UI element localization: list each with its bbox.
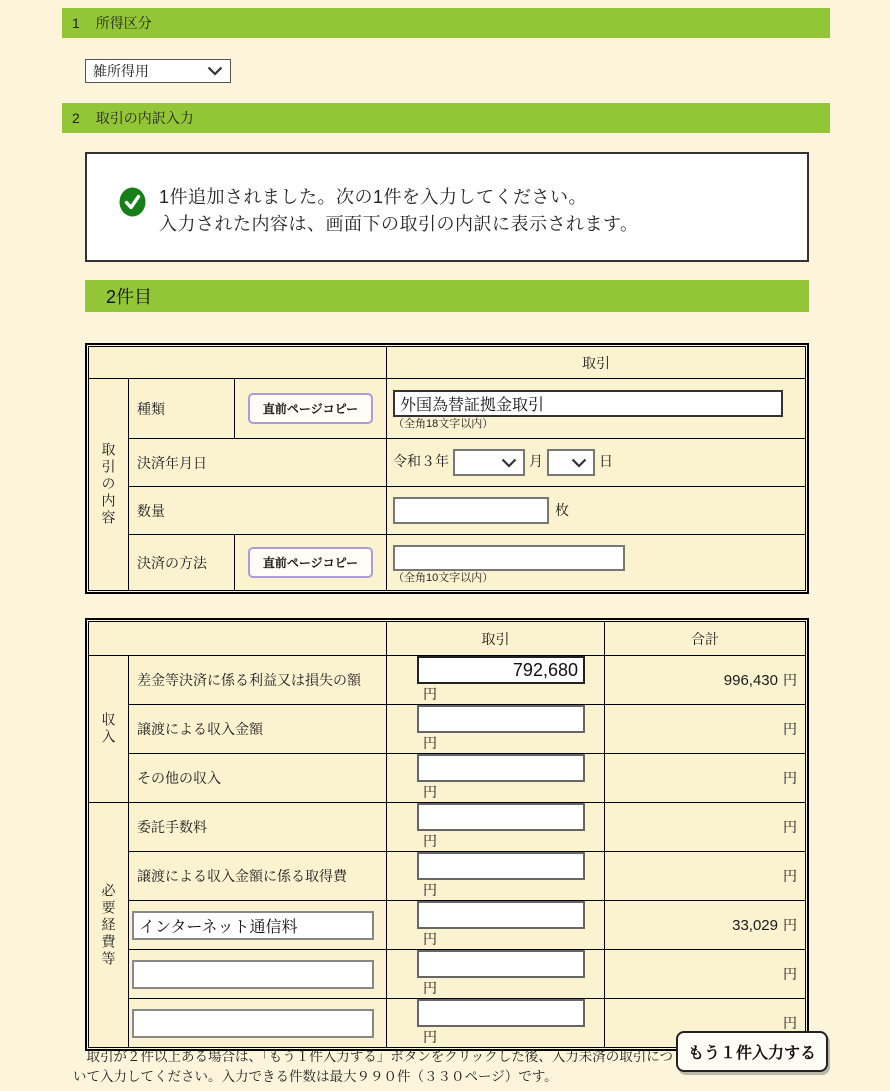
acquisition-cost-amount-input[interactable] [417,852,585,880]
amounts-table [85,618,809,1051]
section-bar-income-class [62,8,830,38]
row-label-type: 種類 [129,379,235,439]
yen-unit-label: 円 [423,882,437,898]
yen-unit-label: 円 [783,1015,797,1031]
row-label-quantity: 数量 [129,487,387,535]
success-message-box [85,152,809,262]
yen-unit-label: 円 [783,770,797,786]
expense-amount-input-2[interactable] [417,950,585,978]
row-label-acquisition-cost: 譲渡による収入金額に係る取得費 [129,852,387,901]
transaction-content-table [85,343,809,594]
group-label-income: 収入 [89,656,129,803]
success-message-text [159,184,639,238]
section-bar-detail-input [62,103,830,133]
yen-unit-label: 円 [423,931,437,947]
group-label-expenses: 必要経費等 [89,803,129,1048]
copy-previous-page-button[interactable]: 直前ページコピー [248,547,373,578]
type-input[interactable] [393,390,783,417]
yen-unit-label: 円 [783,868,797,884]
yen-unit-label: 円 [783,917,797,933]
quantity-input[interactable] [393,497,549,524]
group-label-transaction-content: 取引の内容 [89,379,129,591]
other-income-amount-input[interactable] [417,754,585,782]
era-year-label: 令和３年 [393,453,450,470]
section-number: 2 [72,110,80,126]
success-message-line2: 入力された内容は、画面下の取引の内訳に表示されます。 [159,214,639,234]
row-label-settlement-date: 決済年月日 [129,439,387,487]
month-select[interactable] [453,449,525,476]
commission-amount-input[interactable] [417,803,585,831]
chevron-down-icon [501,455,517,471]
column-header-transaction: 取引 [387,347,806,379]
type-input-note: （全角18文字以内） [393,418,494,430]
total-value: 996,430 [723,672,778,689]
expense-name-input-1[interactable] [132,911,374,940]
section-title: 取引の内訳入力 [95,110,194,126]
copy-previous-page-button[interactable]: 直前ページコピー [248,393,373,424]
yen-unit-label: 円 [783,966,797,982]
yen-unit-label: 円 [423,735,437,751]
expense-amount-input-3[interactable] [417,999,585,1027]
empty-header-cell [89,622,387,656]
chevron-down-icon [571,455,587,471]
row-label-commission: 委託手数料 [129,803,387,852]
settlement-method-input[interactable] [393,545,625,571]
footer-note: 取引が２件以上ある場合は、「もう１件入力する」ボタンをクリックした後、入力未済の取引について入力してください。入力できる件数は最大９９０件（３３０ページ）です。 [73,1048,673,1084]
row-label-profit-loss: 差金等決済に係る利益又は損失の額 [129,656,387,705]
profit-loss-amount-input[interactable] [417,656,585,684]
row-label-transfer-income: 譲渡による収入金額 [129,705,387,754]
row-label-settlement-method: 決済の方法 [129,535,235,591]
add-another-entry-button[interactable]: もう１件入力する [676,1031,828,1072]
yen-unit-label: 円 [423,833,437,849]
settlement-method-note: （全角10文字以内） [393,571,494,584]
row-label-other-income: その他の収入 [129,754,387,803]
section-number: 1 [72,15,80,31]
chevron-down-icon [207,63,223,79]
entry-number-header [85,280,809,312]
income-type-select[interactable] [85,59,231,83]
column-header-transaction: 取引 [387,622,605,656]
day-suffix-label: 日 [599,453,614,470]
expense-name-input-3[interactable] [132,1009,374,1038]
entry-number-label: 2件目 [106,287,153,307]
yen-unit-label: 円 [423,784,437,800]
yen-unit-label: 円 [423,1029,437,1045]
yen-unit-label: 円 [783,819,797,835]
success-check-icon [119,187,146,217]
total-value: 33,029 [732,917,778,934]
day-select[interactable] [547,449,595,476]
yen-unit-label: 円 [423,980,437,996]
section-title: 所得区分 [95,15,152,31]
empty-header-cell [89,347,387,379]
column-header-total: 合計 [605,622,806,656]
transfer-income-amount-input[interactable] [417,705,585,733]
month-suffix-label: 月 [529,453,544,470]
quantity-unit-label: 枚 [555,501,570,518]
income-type-select-value: 雑所得用 [93,63,149,79]
expense-name-input-2[interactable] [132,960,374,989]
yen-unit-label: 円 [423,686,437,702]
success-message-line1: 1件追加されました。次の1件を入力してください。 [159,187,588,207]
yen-unit-label: 円 [783,672,797,688]
yen-unit-label: 円 [783,721,797,737]
expense-amount-input-1[interactable] [417,901,585,929]
